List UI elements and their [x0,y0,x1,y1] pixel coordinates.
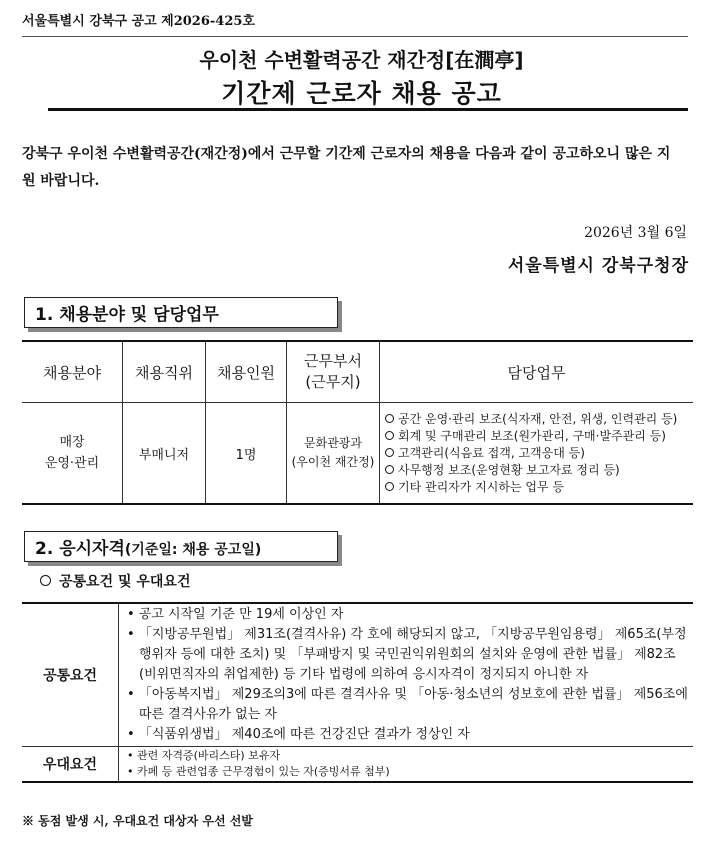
col-department: 근무부서 (근무지) [287,341,380,403]
title-underline [48,108,688,111]
announcement-date: 2026년 3월 6일 [584,225,687,241]
circle-bullet-icon [40,575,51,586]
recruitment-table [22,340,693,505]
section2-heading-sub: (기준일: 채용 공고일) [124,542,262,558]
cell-position: 부매니저 [123,403,206,505]
circle-bullet-icon [385,414,394,423]
cell-duties [380,403,694,505]
cell-headcount: 1명 [206,403,287,505]
duty-item: 고객관리(식음료 접객, 고객응대 등) [385,445,693,462]
table-row [22,747,693,783]
table-header-row [22,341,693,403]
duty-item: 회계 및 구매관리 보조(원가관리, 구매·발주관리 등) [385,428,693,445]
preferred-label: 우대요건 [22,747,119,783]
col-position: 채용직위 [123,341,206,403]
duty-item: 사무행정 보조(운영현황 보고자료 정리 등) [385,462,693,479]
duty-item: 기타 관리자가 지시하는 업무 등 [385,479,693,496]
list-item: • 「지방공무원법」 제31조(결격사유) 각 호에 해당되지 않고, 「지방공무원임용령」 제65조(부정행위자 등에 대한 조치) 및 「부패방지 및 국민권익위원회의 설치와 운영에 관한 법률」 제82조 (비위면직자의 취업제한) 등 기타 법령에 의하여 응시자격이 정지되지 아니한 자 [127,625,693,685]
list-item: • 「식품위생법」 제40조에 따른 건강진단 결과가 정상인 자 [127,725,693,745]
list-item: • 공고 시작일 기준 만 19세 이상인 자 [127,605,693,625]
preferred-items [119,747,694,783]
duty-item: 공간 운영·관리 보조(식자재, 안전, 위생, 인력관리 등) [385,411,693,428]
title-line1: 우이천 수변활력공간 재간정[在澗亭] [199,48,524,72]
list-item: • 「아동복지법」 제29조의3에 따른 결격사유 및 「아동·청소년의 성보호에 관한 법률」 제56조에 따른 결격사유가 없는 자 [127,685,693,725]
common-items [119,603,694,747]
section1-heading: 1. 채용분야 및 담당업무 [24,297,338,328]
cell-department: 문화관광과 (우이천 재간정) [287,403,380,505]
requirements-table [22,602,693,783]
issuer-signature: 서울특별시 강북구청장 [507,256,689,276]
title-line2: 기간제 근로자 채용 공고 [221,79,502,108]
notice-number: 서울특별시 강북구 공고 제2026-425호 [22,14,255,29]
cell-field: 매장 운영·관리 [22,403,123,505]
intro-paragraph: 강북구 우이천 수변활력공간(재간정)에서 근무할 기간제 근로자의 채용을 다음과 같이 공고하오니 많은 지원 바랍니다. [22,146,671,189]
section2-heading [24,531,338,562]
list-item: • 관련 자격증(바리스타) 보유자 [127,748,693,764]
footnote: ※ 동점 발생 시, 우대요건 대상자 우선 선발 [22,814,253,828]
header-divider [22,36,688,37]
list-item: • 카페 등 관련업종 근무경험이 있는 자(증빙서류 첨부) [127,764,693,780]
circle-bullet-icon [385,465,394,474]
col-field: 채용분야 [22,341,123,403]
col-headcount: 채용인원 [206,341,287,403]
col-duties: 담당업무 [380,341,694,403]
table-row [22,403,693,505]
common-label: 공통요건 [22,603,119,747]
circle-bullet-icon [385,448,394,457]
table-row [22,603,693,747]
requirements-subheading: 공통요건 및 우대요건 [40,571,190,591]
circle-bullet-icon [385,431,394,440]
section2-heading-main: 2. 응시자격 [35,539,125,559]
circle-bullet-icon [385,482,394,491]
